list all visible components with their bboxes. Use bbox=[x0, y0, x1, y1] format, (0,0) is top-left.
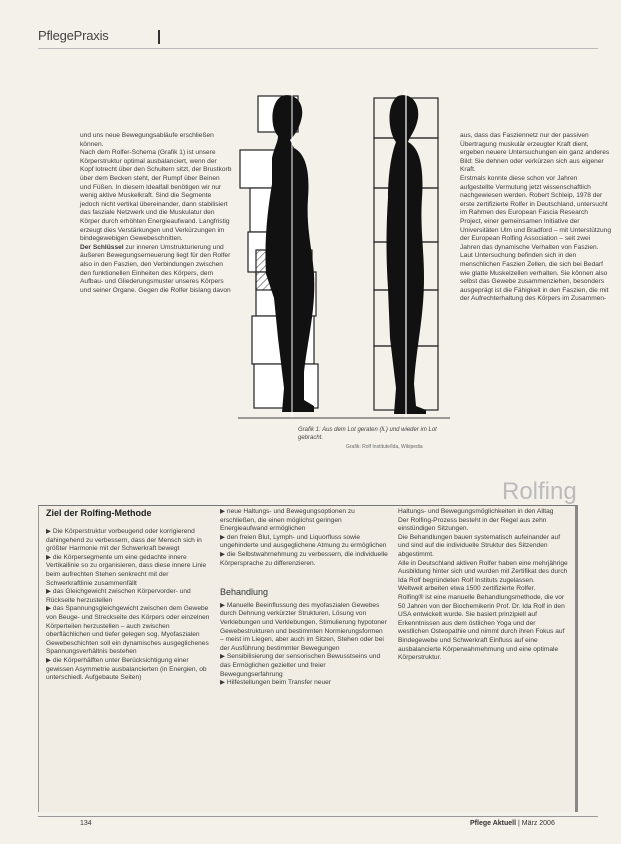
paragraph: Rolfing® ist eine manuelle Behandlungsmethode, die vor 50 Jahren von der Biochemikerin Prof. Dr. Ida Rolf in den USA entwickelt wurde. Sie basiert prinzipiell auf Erkenntnissen aus dem östlichen Yoga und der westlichen Osteopathie und nimmt durch ihren Fokus auf Bindegewebe und Schwerkraft Einfluss auf eine ausbalancierte Körperwahrnehmung und eine optimale Körperstruktur. bbox=[398, 593, 565, 662]
section-label: Rolfing bbox=[502, 478, 577, 505]
bullet-item: ▶ Manuelle Beeinflussung des myofaszialen Gewebes durch Dehnung verkürzter Strukturen, Lösung von Verklebungen und Verklebungen, Stimulierung hypotoner Gewebestrukturen und bestimmten Normierungsformen – meist im Liegen, aber auch im Sitzen, Stehen oder bei der Ausführung bestimmter Bewegungen bbox=[220, 601, 387, 652]
paragraph: Der Rolfing-Prozess besteht in der Regel aus zehn einstündigen Sitzungen. bbox=[398, 516, 547, 533]
info-box-column-middle bbox=[220, 508, 388, 688]
issue-magazine: Pflege Aktuell bbox=[470, 820, 517, 827]
posture-illustration bbox=[238, 88, 450, 450]
bullet-item: ▶ den freien Blut, Lymph- und Liquorfluss sowie ungehinderte und ausgeglichene Atmung zu ermöglichen bbox=[220, 533, 387, 550]
article-column-right bbox=[460, 132, 612, 304]
paragraph: Der Schlüssel zur inneren Umstrukturierung und äußeren Bewegungserneuerung liegt für den Rolfer also in den Faszien, den Verbindungen zwischen den funktionellen Einheiten des Körpers, dem Aufbau- und Gliederungsmuster unseres Körpers und seiner Organe. Gegen die Rolfer bislang davon bbox=[80, 243, 231, 294]
paragraph: Haltungs- und Bewegungsmöglichkeiten in den Alltag bbox=[398, 508, 554, 515]
figure-caption: Grafik 1: Aus dem Lot geraten (li.) und wieder im Lot gebracht. bbox=[298, 427, 437, 441]
figure-credit: Grafik: Rolf Institute/Ida, Wikipedia bbox=[346, 444, 423, 450]
posture-figure-svg bbox=[238, 88, 450, 450]
paragraph: aus, dass das Fasziennetz nur der passiven Übertragung muskulär erzeugter Kraft dient, ergeben neuere Untersuchungen ein ganz anderes Bild: Sie dehnen oder verkürzen sich aus eigener Kraft. bbox=[460, 132, 610, 174]
issue-separator: | bbox=[517, 820, 520, 827]
header-rule bbox=[38, 48, 598, 49]
paragraph: Die Behandlungen bauen systematisch aufeinander auf und sind auf die individuelle Struktur des Sitzenden abgestimmt. bbox=[398, 533, 561, 558]
info-box-title: Ziel der Rolfing-Methode bbox=[46, 508, 152, 518]
lead-in: Der Schlüssel bbox=[80, 243, 124, 251]
article-column-left bbox=[80, 132, 232, 295]
bullet-item: ▶ Hilfestellungen beim Transfer neuer bbox=[220, 679, 331, 687]
bullet-item: ▶ neue Haltungs- und Bewegungsoptionen zu erschließen, die einen möglichst geringen Energieaufwand ermöglichen bbox=[220, 508, 355, 533]
info-box-column-right bbox=[398, 508, 568, 663]
bullet-item: ▶ das Spannungsgleichgewicht zwischen dem Gewebe von Beuge- und Streckseite des Körpers oder einzelnen Körperteilen herzustellen – auch zwischen oberflächlichen und tiefer gelegen sog. Myofaszialen Gewebeschichten soll ein dynamisches ausgeglichenes Spannungsverhältnis bestehen bbox=[46, 605, 210, 656]
header-bar bbox=[158, 30, 160, 44]
bullet-item: ▶ Die Körperstruktur vorbeugend oder korrigierend dahingehend zu verbessern, dass der Mensch sich in größter Harmonie mit der Schwerkraft bewegt bbox=[46, 528, 202, 553]
paragraph: und uns neue Bewegungsabläufe erschließen können. bbox=[80, 132, 214, 148]
footer-rule bbox=[38, 816, 598, 817]
paragraph: Nach dem Rolfer-Schema (Grafik 1) ist unsere Körperstruktur optimal ausbalanciert, wenn der Kopf lotrecht über den Schultern sitzt, der Brustkorb über dem Becken steht, der Rumpf über Beinen und Füßen. In diesem Idealfall benötigen wir nur wenig aktive Muskelkraft. Sind die Segmente jedoch nicht vertikal übereinander, dann stabilisiert das fasziale Netzwerk und die Muskulatur den Körper durch erhöhten Energieaufwand. Langfristig erzeugt dies Verstärkungen und Verkürzungen im bindegewebigen Gewebeschnitten. bbox=[80, 149, 232, 243]
issue-info bbox=[470, 820, 555, 827]
paragraph: Erstmals konnte diese schon vor Jahren aufgestellte Vermutung jetzt wissenschaftlich nachgewiesen werden. Robert Schleip, 1978 der erste zertifizierte Rolfer in Deutschland, untersucht im Rahmen des European Fascia Research Project, einer gemeinsamen Initiative der Universitäten Ulm und Bradford – mit Unterstützung der European Rolfing Association – seit zwei Jahren das dynamische Verhalten von Faszien. Laut Untersuchung befinden sich in den menschlichen Faszien Zellen, die sich bei Bedarf wie glatte Muskelzellen verhalten. Sie können also selbst das Gewebe zusammenziehen, besonders ausgeprägt ist die Fähigkeit in den Faszien, die mit der Aufrechterhaltung des Körpers im Zusammen- bbox=[460, 174, 611, 303]
bullet-item: ▶ das Gleichgewicht zwischen Körpervorder- und Rückseite herzustellen bbox=[46, 588, 191, 604]
bullet-item: ▶ die Körperhälften unter Berücksichtigung einer gewissen Asymmetrie ausbalancierten (in Energien, ob unterschiedl. Aufgebaute Seiten) bbox=[46, 656, 207, 682]
bullet-item: ▶ Sensibilisierung der sensorischen Bewusstseins und das Ermöglichen gezielter und freier Bewegungserfahrung bbox=[220, 653, 381, 678]
bullet-item: ▶ die Körpersegmente um eine gedachte innere Vertikallinie so zu organisieren, dass diese innere Linie beim aufrechten Stehen senkrecht mit der Schwerkraftlinie zusammenfällt bbox=[46, 553, 207, 587]
bullet-item: ▶ die Selbstwahrnehmung zu verbessern, die individuelle Körpersprache zu differenzieren. bbox=[220, 550, 388, 567]
info-box-column-left bbox=[46, 528, 210, 683]
magazine-title: PflegePraxis bbox=[38, 28, 109, 43]
page-number: 134 bbox=[80, 820, 92, 827]
issue-date: März 2006 bbox=[521, 820, 555, 827]
treatment-heading: Behandlung bbox=[220, 587, 269, 598]
paragraph: Alle in Deutschland aktiven Rolfer haben eine mehrjährige Ausbildung hinter sich und wurden mit Zertifikat des durch Ida Rolf begründeten Rolf Instituts zugelassen. bbox=[398, 559, 568, 584]
paragraph: Weltweit arbeiten etwa 1500 zertifizierte Rolfer. bbox=[398, 585, 536, 593]
